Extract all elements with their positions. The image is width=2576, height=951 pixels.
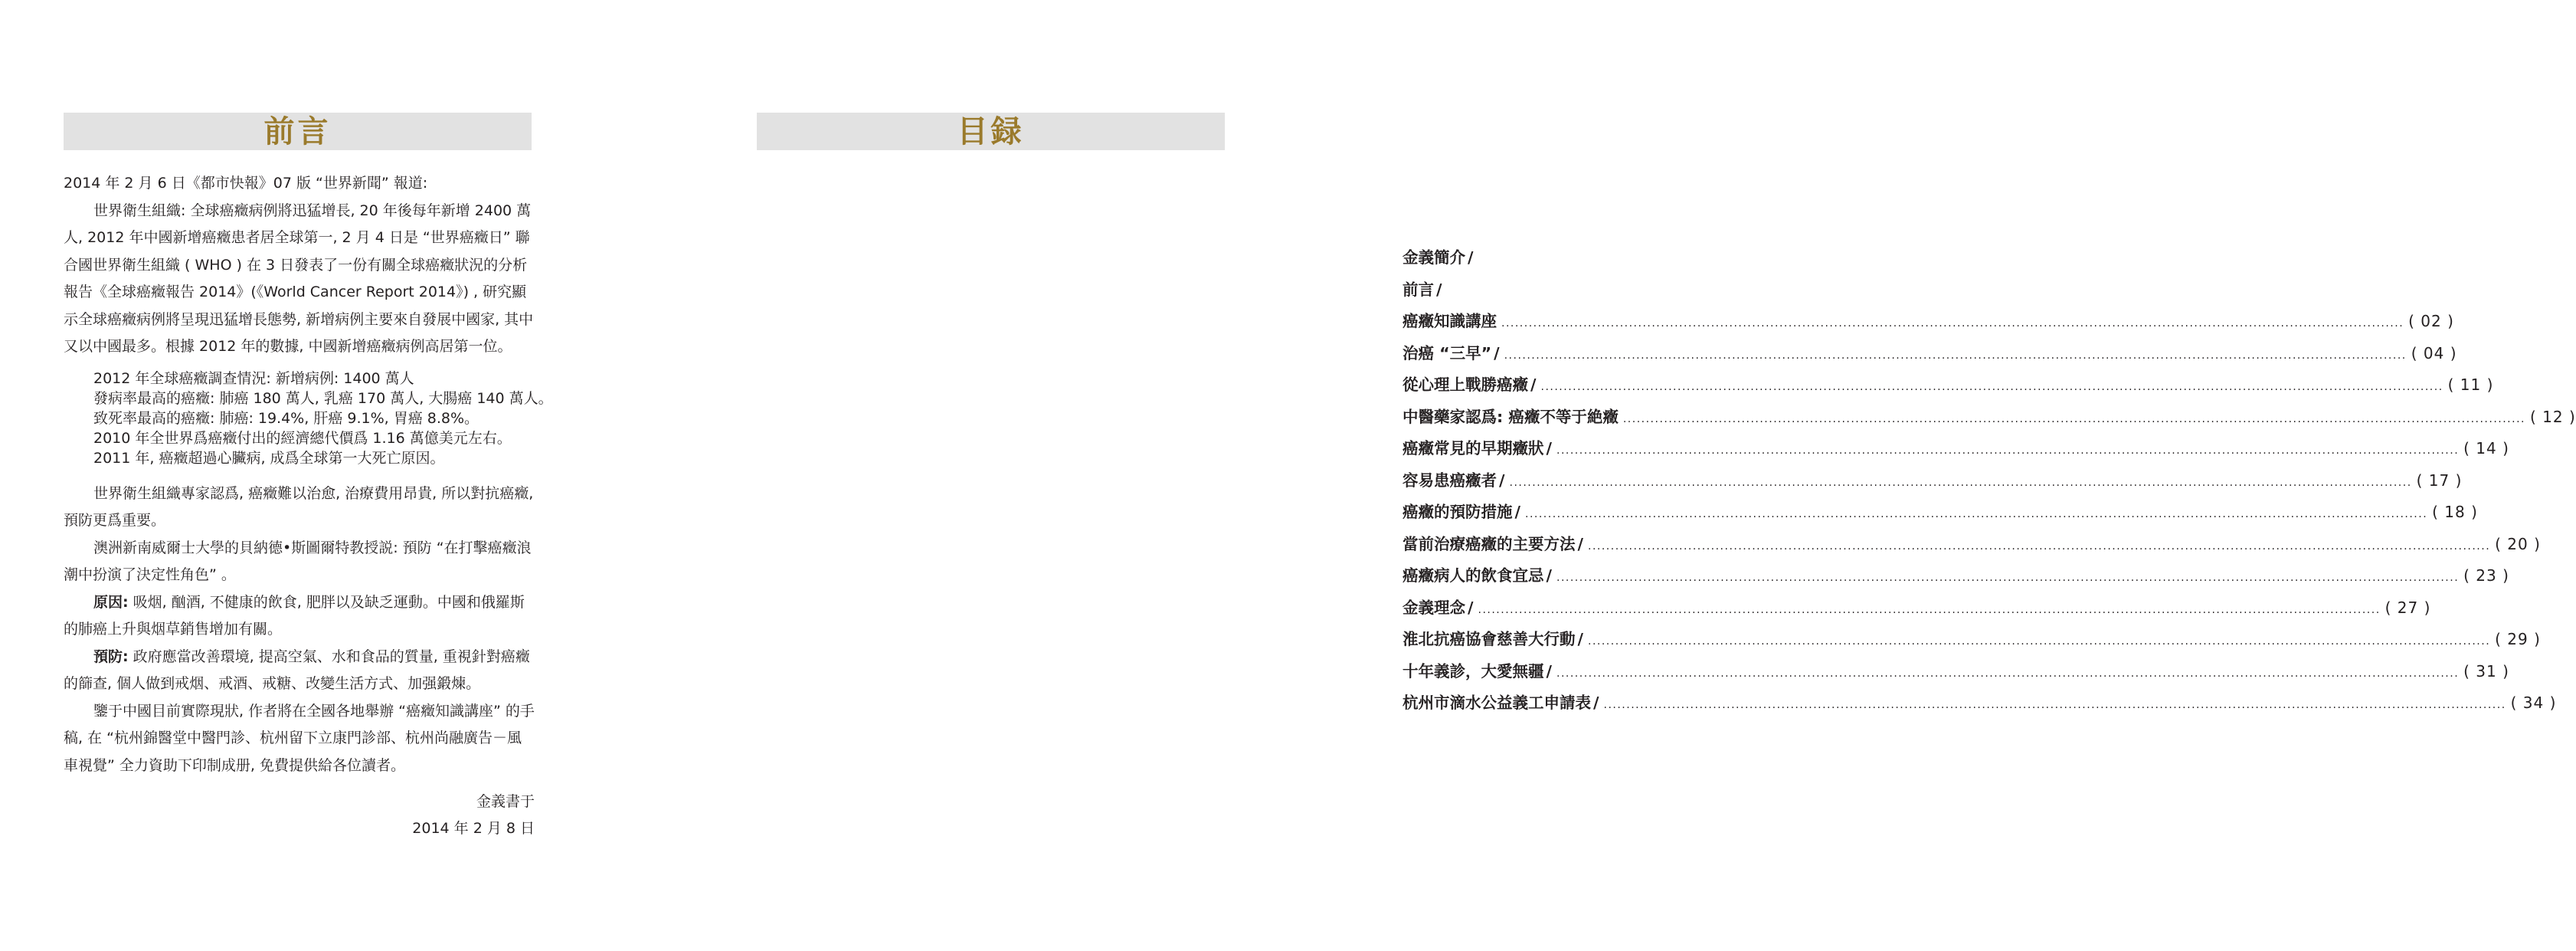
toc-entry[interactable] bbox=[1403, 529, 2541, 561]
toc-entry-title: 杭州市滴水公益義工申請表 bbox=[1403, 694, 1591, 712]
toc-entry[interactable] bbox=[1403, 497, 2478, 529]
toc-entry[interactable] bbox=[1403, 624, 2541, 656]
stat-line: 2012 年全球癌癥調查情況: 新增病例: 1400 萬人 bbox=[93, 369, 414, 387]
toc-entry-page-number: ( 17 ) bbox=[2416, 471, 2463, 490]
preface-prevention-paragraph bbox=[64, 644, 535, 698]
toc-title-bar bbox=[757, 113, 1225, 150]
toc-entry[interactable] bbox=[1403, 560, 2509, 592]
toc-entry-slash: / bbox=[1494, 343, 1500, 362]
toc-entry-page-number: ( 18 ) bbox=[2432, 503, 2478, 521]
toc-entry[interactable] bbox=[1403, 592, 2431, 625]
toc-entry-page-number: ( 04 ) bbox=[2411, 343, 2457, 362]
toc-entry-page-number: ( 27 ) bbox=[2385, 598, 2431, 617]
toc-entry[interactable] bbox=[1403, 465, 2463, 497]
cause-label: 原因: bbox=[93, 593, 129, 611]
toc-dot-leader bbox=[1556, 658, 2459, 690]
toc-entry-title: 癌癥病人的飲食宜忌 bbox=[1403, 566, 1544, 585]
preface-body bbox=[64, 170, 553, 842]
toc-dot-leader bbox=[1623, 404, 2525, 436]
toc-entry[interactable] bbox=[1403, 433, 2509, 465]
toc-entry-slash: / bbox=[1530, 375, 1537, 394]
toc-dot-leader bbox=[1501, 308, 2404, 340]
toc-entry-slash: / bbox=[1468, 248, 1474, 267]
toc-entry-title: 淮北抗癌協會慈善大行動 bbox=[1403, 630, 1576, 648]
toc-dot-leader bbox=[1556, 435, 2459, 467]
toc-entry-title: 十年義診，大愛無疆 bbox=[1403, 661, 1544, 680]
preface-paragraph-3: 澳洲新南威爾士大學的貝納德•斯圖爾特教授説: 預防 “在打擊癌癥浪潮中扮演了決定性角色” 。 bbox=[64, 539, 532, 583]
toc-dot-leader bbox=[1588, 626, 2490, 658]
toc-dot-leader bbox=[1525, 499, 2427, 531]
toc-entry-title: 癌癥知識講座 bbox=[1403, 312, 1497, 330]
toc-entry-slash: / bbox=[1436, 280, 1442, 299]
toc-dot-leader bbox=[1504, 340, 2407, 372]
toc-entry[interactable] bbox=[1403, 338, 2457, 370]
toc-entry-title: 當前治療癌癥的主要方法 bbox=[1403, 534, 1576, 553]
toc-dot-leader bbox=[1510, 467, 2412, 500]
stat-line: 發病率最高的癌癥: 肺癌 180 萬人, 乳癌 170 萬人, 大腸癌 140 萬人。 bbox=[93, 389, 553, 407]
toc-entry-slash: / bbox=[1546, 661, 1552, 680]
toc-entry-slash: / bbox=[1577, 534, 1583, 553]
toc-entry[interactable] bbox=[1403, 687, 2557, 720]
toc-entry-title: 容易患癌癥者 bbox=[1403, 471, 1497, 490]
stat-line: 2010 年全世界爲癌癥付出的經濟總代價爲 1.16 萬億美元左右。 bbox=[93, 429, 512, 447]
toc-entry-slash: / bbox=[1546, 566, 1552, 585]
cancer-stats-list bbox=[93, 369, 553, 468]
toc-entry-page-number: ( 29 ) bbox=[2495, 630, 2541, 648]
toc-entry-slash: / bbox=[1546, 439, 1552, 457]
toc-entry-title: 前言 bbox=[1403, 280, 1434, 299]
table-of-contents bbox=[1403, 242, 2576, 720]
preface-paragraph-1: 世界衛生組織: 全球癌癥病例將迅猛增長, 20 年後每年新增 2400 萬人, 2012 年中國新增癌癥患者居全球第一, 2 月 4 日是 “世界癌癥日” 聯合國世界衛生組織 ( WHO ) 在 3 日發表了一份有關全球癌癥狀況的分析報告《全球癌癥報告 2014》(《World Cancer Report 2014》) , 研究顯示全球癌癥病例將呈現迅猛增長態勢, 新增病例主要來自發展中國家, 其中又以中國最多。根據 2012 年的數據, 中國新增癌癥病例高居第一位。 bbox=[64, 202, 534, 355]
toc-entry[interactable] bbox=[1403, 274, 1862, 307]
stat-line: 致死率最高的癌癥: 肺癌: 19.4%, 肝癌 9.1%, 胃癌 8.8%。 bbox=[93, 409, 480, 427]
prevention-label: 預防: bbox=[93, 648, 129, 665]
preface-title: 前言 bbox=[263, 113, 332, 149]
preface-title-bar bbox=[64, 113, 532, 150]
preface-cause-paragraph bbox=[64, 589, 535, 644]
preface-paragraph-4: 鑒于中國目前實際現狀, 作者將在全國各地舉辦 “癌癥知識講座” 的手稿, 在 “杭州錦醫堂中醫門診、杭州留下立康門診部、杭州尚融廣告－風車視覺” 全力資助下印制成册, 免費提供給各位讀者。 bbox=[64, 702, 535, 774]
toc-entry-title: 治癌 “三早” bbox=[1403, 343, 1492, 362]
stat-line: 2011 年, 癌癥超過心臟病, 成爲全球第一大死亡原因。 bbox=[93, 449, 445, 467]
toc-entry-page-number: ( 23 ) bbox=[2463, 566, 2509, 585]
toc-entry-page-number: ( 31 ) bbox=[2463, 661, 2509, 680]
signature-date: 2014 年 2 月 8 日 bbox=[412, 820, 535, 837]
toc-entry-title: 癌癥常見的早期癥狀 bbox=[1403, 439, 1544, 457]
toc-entry-slash: / bbox=[1468, 598, 1474, 617]
toc-entry-page-number: ( 34 ) bbox=[2510, 694, 2557, 712]
toc-entry-page-number: ( 14 ) bbox=[2463, 439, 2509, 457]
prevention-text: 政府應當改善環境, 提高空氣、水和食品的質量, 重視針對癌癥的篩查, 個人做到戒烟、戒酒、戒糖、改變生活方式、加强鍛煉。 bbox=[64, 648, 530, 692]
toc-entry-title: 癌癥的預防措施 bbox=[1403, 503, 1513, 521]
left-page bbox=[0, 0, 643, 951]
right-page bbox=[643, 0, 2576, 951]
toc-entry-page-number: ( 11 ) bbox=[2447, 375, 2494, 394]
toc-entry-slash: / bbox=[1577, 630, 1583, 648]
toc-entry[interactable] bbox=[1403, 306, 2454, 338]
toc-dot-leader bbox=[1604, 690, 2506, 722]
cause-text: 吸烟, 酗酒, 不健康的飲食, 肥胖以及缺乏運動。中國和俄羅斯的肺癌上升與烟草銷售增加有關。 bbox=[64, 593, 525, 638]
toc-entry-title: 金義簡介 bbox=[1403, 248, 1465, 267]
toc-dot-leader bbox=[1541, 372, 2443, 404]
signature-block bbox=[64, 789, 535, 842]
toc-entry-title: 金義理念 bbox=[1403, 598, 1465, 617]
toc-entry[interactable] bbox=[1403, 656, 2509, 688]
toc-entry-page-number: ( 12 ) bbox=[2529, 407, 2576, 426]
toc-dot-leader bbox=[1478, 595, 2381, 627]
toc-entry-page-number: ( 02 ) bbox=[2408, 312, 2454, 330]
toc-entry-slash: / bbox=[1514, 503, 1520, 521]
toc-title: 目録 bbox=[957, 113, 1025, 149]
toc-entry-page-number: ( 20 ) bbox=[2495, 534, 2541, 553]
toc-entry-slash: / bbox=[1593, 694, 1599, 712]
toc-entry-title: 從心理上戰勝癌癥 bbox=[1403, 375, 1528, 394]
toc-dot-leader bbox=[1556, 562, 2459, 595]
signature-name: 金義書于 bbox=[476, 793, 535, 810]
toc-entry-slash: / bbox=[1499, 471, 1505, 490]
toc-entry[interactable] bbox=[1403, 369, 2494, 402]
toc-dot-leader bbox=[1588, 531, 2490, 563]
toc-entry[interactable] bbox=[1403, 242, 1862, 274]
toc-entry[interactable] bbox=[1403, 402, 2576, 434]
preface-intro: 2014 年 2 月 6 日《都市快報》07 版 “世界新聞” 報道: bbox=[64, 175, 428, 192]
preface-paragraph-2: 世界衛生組織專家認爲, 癌癥難以治愈, 治療費用昂貴, 所以對抗癌癥, 預防更爲重要。 bbox=[64, 484, 534, 529]
toc-entry-title: 中醫藥家認爲: 癌癥不等于絶癥 bbox=[1403, 407, 1619, 426]
